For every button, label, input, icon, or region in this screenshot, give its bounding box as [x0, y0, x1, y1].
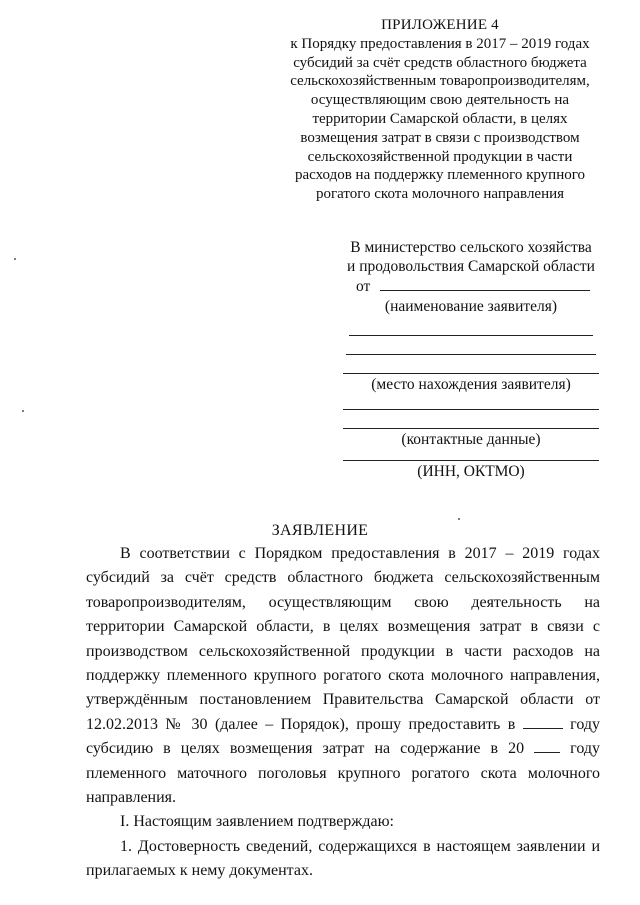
appendix-title: ПРИЛОЖЕНИЕ 4 [381, 17, 499, 33]
appendix-header [280, 16, 600, 204]
from-label: от [356, 278, 371, 295]
blank-line[interactable] [343, 395, 599, 410]
scan-speck [458, 518, 460, 520]
caption-inn: (ИНН, ОКТМО) [417, 463, 525, 480]
appendix-line: осуществляющим свою деятельность на [310, 92, 570, 109]
appendix-line: к Порядку предоставления в 2017 – 2019 годах [290, 35, 590, 52]
scan-speck [14, 258, 16, 260]
blank-line[interactable] [346, 336, 596, 355]
appendix-line: рогатого скота молочного направления [315, 186, 565, 203]
from-row [340, 276, 602, 296]
addressee-line-2: и продовольствия Самарской области [347, 258, 595, 275]
appendix-line: сельскохозяйственным товаропроизводителям, [290, 73, 590, 90]
caption-location: (место нахождения заявителя) [371, 376, 571, 393]
appendix-line: субсидий за счёт средств областного бюджета [293, 54, 587, 71]
addressee-block [340, 238, 602, 482]
statement-body [86, 542, 600, 884]
year-blank[interactable] [523, 714, 563, 729]
blank-line[interactable] [349, 317, 593, 336]
year-suffix-blank[interactable] [534, 738, 560, 753]
caption-contacts: (контактные данные) [401, 431, 541, 448]
paragraph-text: году субсидию в целях возмещения затрат на содержание в 20 [86, 715, 601, 758]
appendix-line: территории Самарской области, в целях [312, 110, 568, 127]
statement-paragraph [86, 542, 600, 810]
paragraph-text: В соответствии с Порядком предоставления в 2017 – 2019 годах субсидий за счёт средств областного бюджета сельскохозяйственным товаропроизводителям, осуществляющим свою деятельность на территории Самарской области, в целях возмещения затрат в связи с производством сельскохозяйственной продукции в части расходов на поддержку племенного крупного рогатого скота молочного направления, утверждённым постановлением Правительства Самарской области от 12.02.2013 № 30 (далее – Порядок), прошу предоставить в [86, 545, 600, 733]
applicant-name-field[interactable] [380, 276, 590, 291]
blank-line[interactable] [343, 410, 599, 429]
list-item: 1. Достоверность сведений, содержащихся в настоящем заявлении и прилагаемых к нему документах. [86, 837, 600, 880]
appendix-line: сельскохозяйственной продукции в части [307, 148, 573, 165]
addressee-line-1: В министерство сельского хозяйства [350, 239, 592, 256]
caption-applicant-name: (наименование заявителя) [384, 298, 558, 315]
appendix-line: возмещения затрат в связи с производством [300, 129, 580, 146]
scan-speck [22, 410, 24, 412]
section-heading: I. Настоящим заявлением подтверждаю: [120, 813, 394, 831]
appendix-line: расходов на поддержку племенного крупного [294, 167, 586, 184]
blank-line[interactable] [343, 355, 599, 374]
statement-title: ЗАЯВЛЕНИЕ [271, 522, 369, 539]
paragraph-text: году племенного маточного поголовья крупного рогатого скота молочного направления. [86, 740, 601, 807]
blank-line[interactable] [343, 450, 599, 461]
